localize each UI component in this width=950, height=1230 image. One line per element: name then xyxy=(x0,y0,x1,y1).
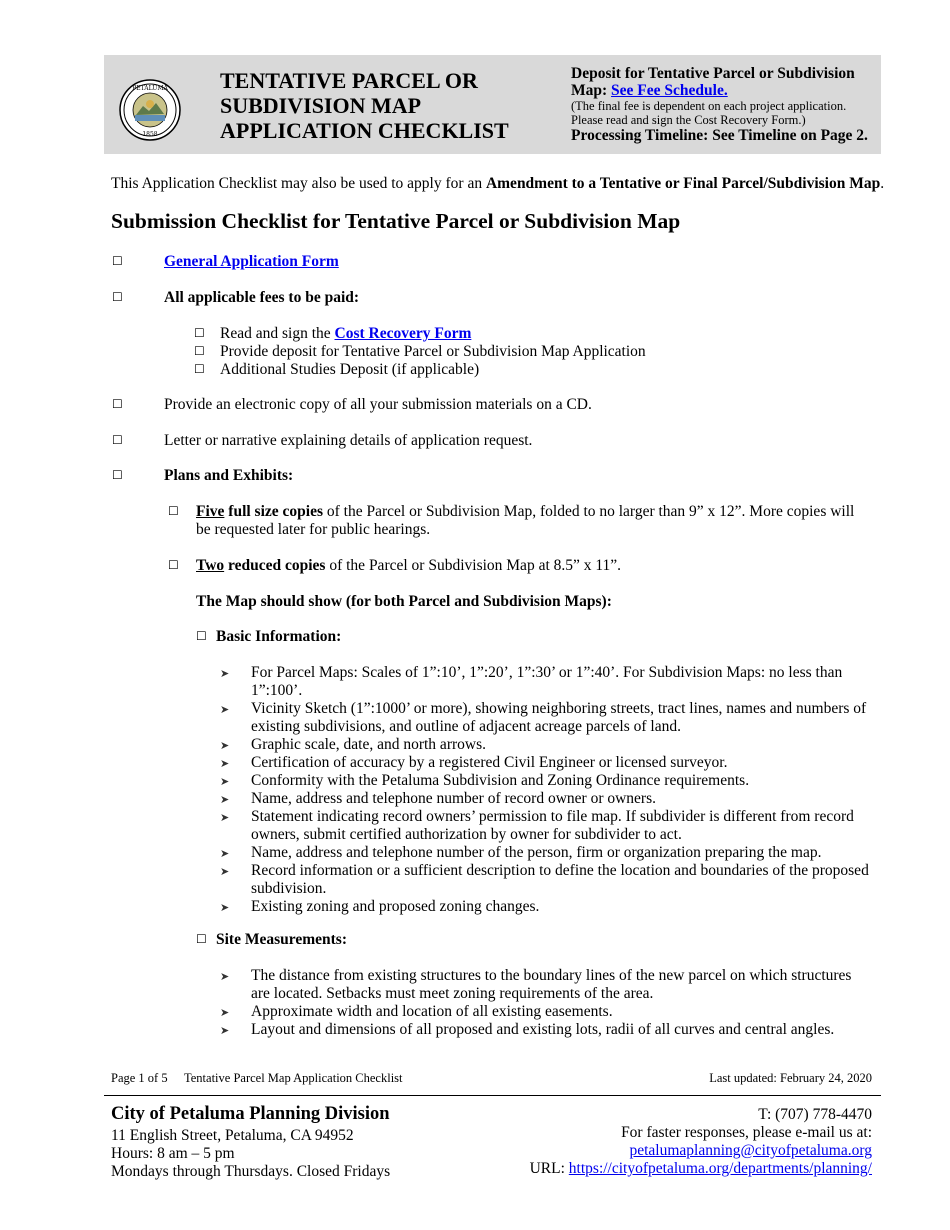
bullet-item xyxy=(220,967,880,1003)
bullet-item xyxy=(220,736,880,754)
arrow-bullet-icon: ➤ xyxy=(220,865,230,878)
letter-item: Letter or narrative explaining details of application request. xyxy=(164,432,533,449)
arrow-bullet-icon: ➤ xyxy=(220,901,230,914)
bullet-text: For Parcel Maps: Scales of 1”:10’, 1”:20’, 1”:30’ or 1”:40’. For Subdivision Maps: no less than xyxy=(251,664,843,681)
bullet-item xyxy=(220,772,880,790)
page-title xyxy=(220,68,550,143)
bullet-text: Vicinity Sketch (1”:1000’ or more), showing neighboring streets, tract lines, names and numbers of xyxy=(251,700,867,717)
site-measurements-list xyxy=(220,967,880,1039)
email-link[interactable]: petalumaplanning@cityofpetaluma.org xyxy=(629,1142,872,1159)
checkbox[interactable]: ☐ xyxy=(194,326,205,340)
checkbox[interactable]: ☐ xyxy=(112,290,123,304)
bullet-text: subdivision. xyxy=(251,880,327,897)
deposit-map-label: Map: xyxy=(571,82,612,99)
arrow-bullet-icon: ➤ xyxy=(220,1006,230,1019)
deposit-line: Deposit for Tentative Parcel or Subdivision xyxy=(571,65,855,82)
title-line: TENTATIVE PARCEL OR xyxy=(220,68,478,93)
fee-item: Additional Studies Deposit (if applicable) xyxy=(220,361,480,378)
deposit-info xyxy=(571,65,876,144)
arrow-bullet-icon: ➤ xyxy=(220,811,230,824)
checkbox[interactable]: ☐ xyxy=(112,397,123,411)
arrow-bullet-icon: ➤ xyxy=(220,793,230,806)
title-line: APPLICATION CHECKLIST xyxy=(220,118,509,143)
plans-heading: Plans and Exhibits: xyxy=(164,467,294,484)
intro-amendment: Amendment to a Tentative or Final Parcel/Subdivision Map xyxy=(485,175,881,192)
bullet-text: Graphic scale, date, and north arrows. xyxy=(251,736,486,753)
bullet-text: Layout and dimensions of all proposed and existing lots, radii of all curves and central angles. xyxy=(251,1021,835,1038)
checkbox[interactable]: ☐ xyxy=(112,254,123,268)
basic-info-list xyxy=(220,664,880,916)
basic-info-heading: Basic Information: xyxy=(216,628,342,645)
org-name: City of Petaluma Planning Division xyxy=(111,1104,390,1124)
processing-timeline: Processing Timeline: See Timeline on Page 2. xyxy=(571,127,868,144)
bullet-text: Record information or a sufficient description to define the location and boundaries of the proposed xyxy=(251,862,869,879)
days: Mondays through Thursdays. Closed Fridays xyxy=(111,1163,391,1180)
bullet-item xyxy=(220,1021,880,1039)
title-line: SUBDIVISION MAP xyxy=(220,93,422,118)
checkbox[interactable]: ☐ xyxy=(112,433,123,447)
general-application-form-link[interactable]: General Application Form xyxy=(164,253,339,270)
last-updated: Last updated: February 24, 2020 xyxy=(709,1071,872,1085)
planning-url-link[interactable]: https://cityofpetaluma.org/departments/planning/ xyxy=(568,1160,872,1177)
site-measurements-heading: Site Measurements: xyxy=(216,931,348,948)
city-seal-logo xyxy=(119,79,181,141)
bullet-text: Name, address and telephone number of the person, firm or organization preparing the map. xyxy=(251,844,822,861)
bullet-text: Name, address and telephone number of record owner or owners. xyxy=(251,790,657,807)
checkbox[interactable]: ☐ xyxy=(196,629,207,643)
checkbox[interactable]: ☐ xyxy=(168,558,179,572)
arrow-bullet-icon: ➤ xyxy=(220,970,230,983)
checkbox[interactable]: ☐ xyxy=(112,468,123,482)
bullet-text: Conformity with the Petaluma Subdivision and Zoning Ordinance requirements. xyxy=(251,772,750,789)
bullet-text: Certification of accuracy by a registered Civil Engineer or licensed surveyor. xyxy=(251,754,728,771)
arrow-bullet-icon: ➤ xyxy=(220,739,230,752)
checkbox[interactable]: ☐ xyxy=(168,504,179,518)
arrow-bullet-icon: ➤ xyxy=(220,703,230,716)
arrow-bullet-icon: ➤ xyxy=(220,1024,230,1037)
bullet-item xyxy=(220,898,880,916)
arrow-bullet-icon: ➤ xyxy=(220,667,230,680)
bullet-item xyxy=(220,664,880,700)
bullet-item xyxy=(220,790,880,808)
bullet-text: Approximate width and location of all existing easements. xyxy=(251,1003,613,1020)
url-line: URL: https://cityofpetaluma.org/departments/planning/ xyxy=(529,1160,872,1177)
five-copies-item: Five full size copies of the Parcel or Subdivision Map, folded to no larger than 9” x 12”. More copies will be requested later for public hearings. xyxy=(196,503,855,538)
bullet-text: The distance from existing structures to the boundary lines of the new parcel on which structures xyxy=(251,967,852,984)
cost-recovery-form-link[interactable]: Cost Recovery Form xyxy=(334,325,472,342)
fee-item: Read and sign the Cost Recovery Form xyxy=(220,325,472,342)
bullet-item xyxy=(220,1003,880,1021)
fee-item: Provide deposit for Tentative Parcel or Subdivision Map Application xyxy=(220,343,646,360)
bullet-item xyxy=(220,844,880,862)
section-title: Submission Checklist for Tentative Parcel or Subdivision Map xyxy=(111,209,681,233)
footer-divider xyxy=(104,1095,881,1096)
map-show-heading: The Map should show (for both Parcel and Subdivision Maps): xyxy=(196,593,612,610)
phone: T: (707) 778-4470 xyxy=(758,1106,872,1123)
bullet-item xyxy=(220,754,880,772)
bullet-text: 1”:100’. xyxy=(251,682,303,699)
bullet-text: are located. Setbacks must meet zoning requirements of the area. xyxy=(251,985,654,1002)
email-prompt: For faster responses, please e-mail us at: xyxy=(621,1124,872,1141)
cd-item: Provide an electronic copy of all your submission materials on a CD. xyxy=(164,396,592,413)
bullet-text: Existing zoning and proposed zoning changes. xyxy=(251,898,540,915)
arrow-bullet-icon: ➤ xyxy=(220,775,230,788)
checkbox[interactable]: ☐ xyxy=(196,932,207,946)
fee-schedule-link[interactable]: See Fee Schedule. xyxy=(611,82,728,99)
checkbox[interactable]: ☐ xyxy=(194,344,205,358)
bullet-item xyxy=(220,808,880,844)
page-number: Page 1 of 5 xyxy=(111,1071,168,1085)
bullet-item xyxy=(220,862,880,898)
fees-heading: All applicable fees to be paid: xyxy=(164,289,360,306)
arrow-bullet-icon: ➤ xyxy=(220,757,230,770)
footer-doc-name: Tentative Parcel Map Application Checklist xyxy=(184,1071,403,1085)
intro-text: This Application Checklist may also be used to apply for an Amendment to a Tentative or Final Parcel/Subdivision Map. xyxy=(111,175,885,192)
checkbox[interactable]: ☐ xyxy=(194,362,205,376)
bullet-item xyxy=(220,700,880,736)
seal-year: 1858 xyxy=(142,131,158,138)
hours: Hours: 8 am – 5 pm xyxy=(111,1145,235,1162)
address: 11 English Street, Petaluma, CA 94952 xyxy=(111,1127,354,1144)
arrow-bullet-icon: ➤ xyxy=(220,847,230,860)
fee-note: (The final fee is dependent on each project application. xyxy=(571,99,847,113)
bullet-text: Statement indicating record owners’ permission to file map. If subdivider is different from record xyxy=(251,808,854,825)
seal-name: PETALUMA xyxy=(132,85,168,92)
two-copies-item: Two reduced copies of the Parcel or Subdivision Map at 8.5” x 11”. xyxy=(196,557,622,574)
fee-note: Please read and sign the Cost Recovery Form.) xyxy=(571,113,806,127)
bullet-text: owners, submit certified authorization by owner for subdivider to act. xyxy=(251,826,682,843)
bullet-text: existing subdivisions, and outline of adjacent acreage parcels of land. xyxy=(251,718,681,735)
